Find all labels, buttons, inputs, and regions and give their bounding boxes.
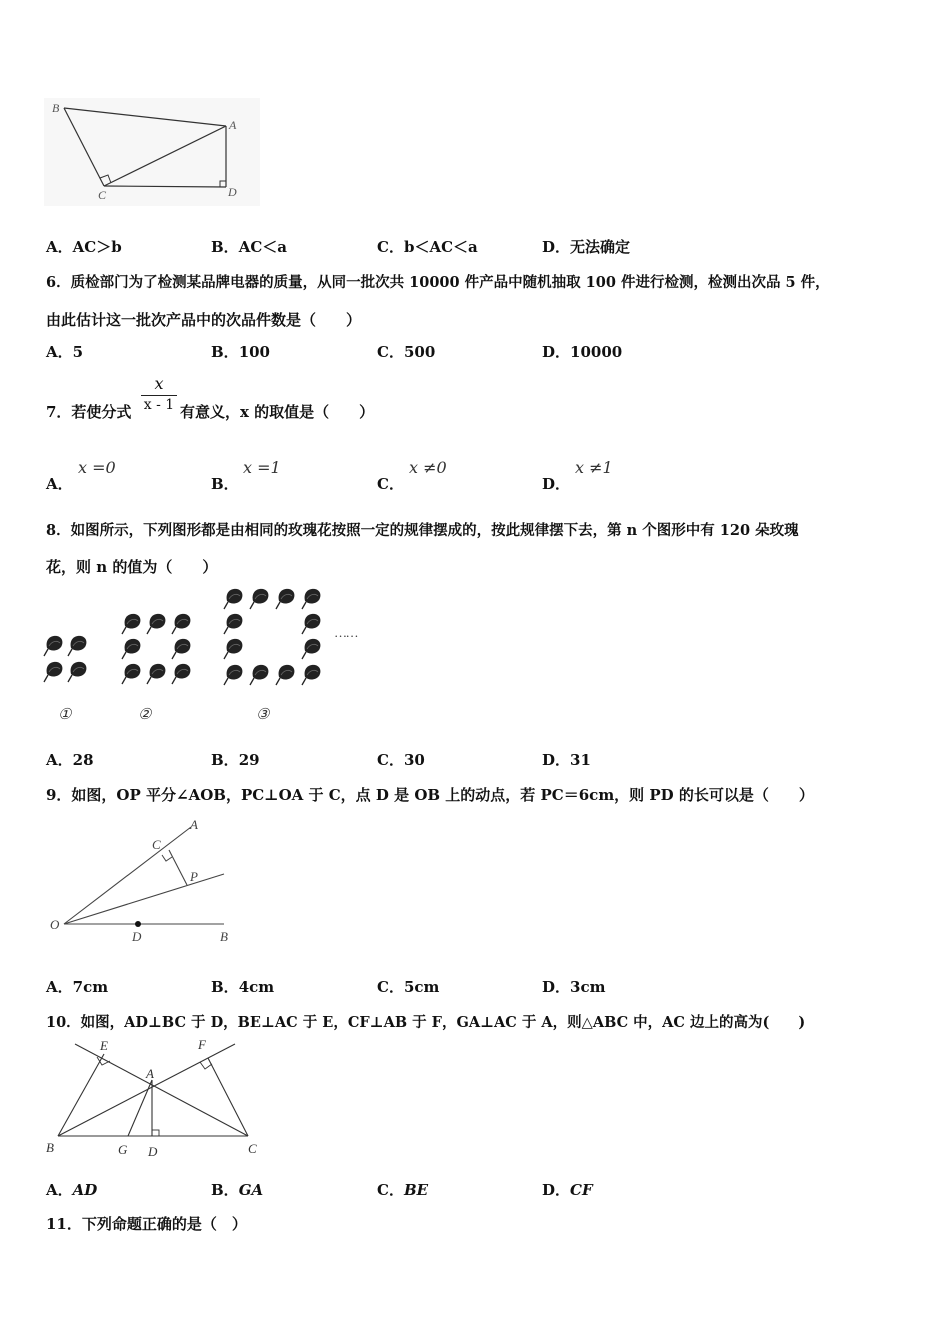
q7-option-c <box>377 473 404 494</box>
rose-icon <box>172 639 190 659</box>
q11-stem-line1: 11．下列命题正确的是（ ） <box>46 1215 247 1233</box>
rose-icon <box>147 614 165 634</box>
option-letter: B． <box>211 238 239 256</box>
q7-stem-prefix: 7．若使分式 <box>46 403 132 421</box>
option-text: 10000 <box>570 343 623 361</box>
q6-option-c <box>377 341 435 362</box>
option-letter: A． <box>46 475 73 493</box>
q5-option-c <box>377 236 478 257</box>
option-letter: B． <box>211 1181 239 1199</box>
q9-option-d <box>542 976 605 997</box>
option-text: GA <box>238 1181 264 1199</box>
q9-stem-line1: 9．如图，OP 平分∠AOB，PC⊥OA 于 C，点 D 是 OB 上的动点，若 PC＝6cm，则 PD 的长可以是（ ） <box>46 786 814 804</box>
option-text: 5 <box>72 343 84 361</box>
option-text: b＜AC＜a <box>403 238 478 256</box>
option-text: 3cm <box>570 978 606 996</box>
option-letter: A． <box>46 751 73 769</box>
option-text: 29 <box>238 751 260 769</box>
option-text: AD <box>72 1181 98 1199</box>
q7-fraction <box>141 375 177 414</box>
q7-option-c-expr: x ≠0 <box>409 458 447 477</box>
q10-option-d <box>542 1179 593 1200</box>
q10-label-E: E <box>100 1038 108 1053</box>
q10-figure <box>40 1036 265 1164</box>
q7-numerator: x <box>154 374 164 393</box>
q8-label-1: ① <box>58 707 72 723</box>
q7-option-d-expr: x ≠1 <box>575 458 613 477</box>
rose-icon <box>147 664 165 684</box>
rose-icon <box>302 589 320 609</box>
rose-icon <box>224 665 242 685</box>
option-letter: C． <box>377 238 404 256</box>
option-text: 4cm <box>238 978 275 996</box>
q6-option-a <box>46 341 83 362</box>
q5-option-d <box>542 236 630 257</box>
q7-option-a <box>46 473 73 494</box>
option-letter: B． <box>211 978 239 996</box>
q10-label-F: F <box>198 1037 206 1052</box>
option-letter: D． <box>542 475 571 493</box>
q9-option-c <box>377 976 439 997</box>
rose-icon <box>44 636 62 656</box>
q6-stem-line2: 由此估计这一批次产品中的次品件数是（ ） <box>46 311 362 329</box>
q5-label-A: A <box>229 118 237 132</box>
rose-icon <box>250 665 268 685</box>
q10-label-G: G <box>118 1142 128 1157</box>
option-text: BE <box>403 1181 429 1199</box>
q9-label-B: B <box>220 929 228 944</box>
option-letter: A． <box>46 343 73 361</box>
q5-label-C: C <box>98 188 107 202</box>
option-text: AC＜a <box>238 238 287 256</box>
q7-option-a-expr: x =0 <box>78 458 116 477</box>
option-letter: A． <box>46 978 73 996</box>
q10-label-A: A <box>146 1066 154 1081</box>
q10-label-D: D <box>148 1144 158 1159</box>
q9-label-A: A <box>190 817 198 832</box>
rose-icon <box>122 664 140 684</box>
q8-stem-line1: 8．如图所示，下列图形都是由相同的玫瑰花按照一定的规律摆成的，按此规律摆下去，第 n 个图形中有 120 朵玫瑰 <box>46 522 799 539</box>
q5-option-a <box>46 236 122 257</box>
option-letter: A． <box>46 238 73 256</box>
option-text: 28 <box>72 751 94 769</box>
rose-icon <box>68 636 86 656</box>
option-letter: B． <box>211 475 239 493</box>
rose-icon <box>224 589 242 609</box>
q8-option-c <box>377 749 425 770</box>
q10-stem-line1: 10．如图，AD⊥BC 于 D，BE⊥AC 于 E，CF⊥AB 于 F，GA⊥AC 于 A，则△ABC 中，AC 边上的高为( ) <box>46 1014 806 1031</box>
rose-icon <box>68 662 86 682</box>
q10-label-B: B <box>46 1140 54 1155</box>
q7-option-d <box>542 473 570 494</box>
option-text: 无法确定 <box>570 238 631 256</box>
q5-option-b <box>211 236 287 257</box>
q8-option-b <box>211 749 260 770</box>
rose-icon <box>276 665 294 685</box>
rose-icon <box>276 589 294 609</box>
option-letter: D． <box>542 751 571 769</box>
q9-label-D: D <box>132 929 142 944</box>
rose-icon <box>122 614 140 634</box>
option-letter: C． <box>377 1181 404 1199</box>
q7-option-b <box>211 473 239 494</box>
q6-option-b <box>211 341 270 362</box>
q9-option-b <box>211 976 274 997</box>
option-letter: C． <box>377 343 404 361</box>
q9-figure <box>44 813 244 948</box>
option-text: 500 <box>403 343 436 361</box>
option-letter: D． <box>542 1181 571 1199</box>
rose-icon <box>44 662 62 682</box>
q5-figure <box>44 98 260 206</box>
q7-denominator: x - 1 <box>143 397 175 413</box>
q6-stem-line1: 6．质检部门为了检测某品牌电器的质量，从同一批次共 10000 件产品中随机抽取 100 件进行检测，检测出次品 5 件， <box>46 274 830 291</box>
rose-icon <box>250 589 268 609</box>
q9-label-O: O <box>50 917 60 932</box>
rose-icon <box>302 665 320 685</box>
option-letter: C． <box>377 978 404 996</box>
q5-label-B: B <box>52 101 60 115</box>
q7-option-b-expr: x =1 <box>243 458 281 477</box>
q8-figure <box>40 583 385 728</box>
option-letter: B． <box>211 751 239 769</box>
rose-icon <box>172 614 190 634</box>
option-text: 7cm <box>72 978 109 996</box>
option-letter: B． <box>211 343 239 361</box>
q10-option-b <box>211 1179 263 1200</box>
rose-icon <box>224 614 242 634</box>
option-letter: C． <box>377 751 404 769</box>
q9-label-C: C <box>152 837 161 852</box>
rose-icon <box>122 639 140 659</box>
q10-option-c <box>377 1179 428 1200</box>
q9-option-a <box>46 976 108 997</box>
rose-icon <box>172 664 190 684</box>
q9-label-P: P <box>190 869 198 884</box>
option-text: 5cm <box>403 978 440 996</box>
q8-option-d <box>542 749 591 770</box>
option-text: 100 <box>238 343 270 361</box>
q8-option-a <box>46 749 94 770</box>
option-text: 31 <box>570 751 591 769</box>
option-text: CF <box>570 1181 593 1199</box>
option-text: 30 <box>403 751 425 769</box>
rose-icon <box>302 639 320 659</box>
q8-stem-line2: 花，则 n 的值为（ ） <box>46 558 218 576</box>
q7-stem-suffix: 有意义，x 的取值是（ ） <box>180 403 375 421</box>
option-text: AC＞b <box>72 238 122 256</box>
rose-icon <box>302 614 320 634</box>
option-letter: A． <box>46 1181 73 1199</box>
q8-ellipsis: …… <box>335 625 359 640</box>
q8-label-3: ③ <box>256 707 270 723</box>
rose-icon <box>224 639 242 659</box>
q10-option-a <box>46 1179 97 1200</box>
q8-label-2: ② <box>138 707 152 723</box>
q6-option-d <box>542 341 622 362</box>
option-letter: D． <box>542 238 571 256</box>
q10-label-C: C <box>248 1141 257 1156</box>
option-letter: D． <box>542 978 571 996</box>
q5-label-D: D <box>228 185 237 199</box>
option-letter: C． <box>377 475 404 493</box>
option-letter: D． <box>542 343 571 361</box>
